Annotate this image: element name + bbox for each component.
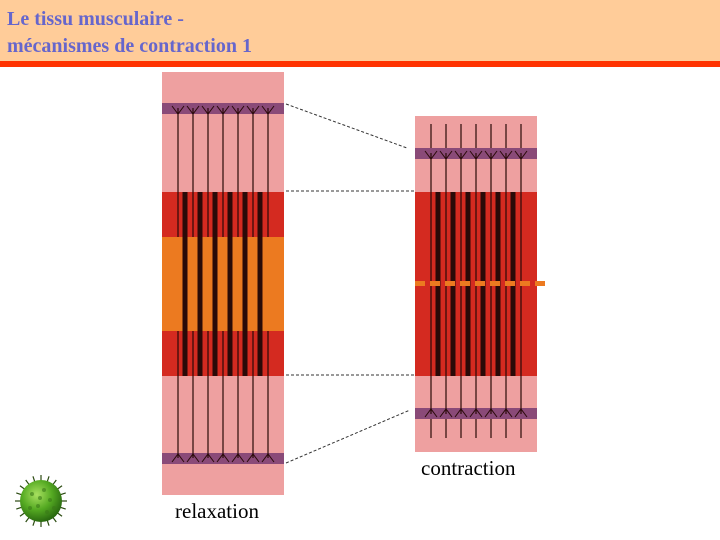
green-virus-sphere-icon <box>14 474 68 528</box>
contraction-label: contraction <box>421 456 516 480</box>
relaxed-h-zone <box>162 237 284 331</box>
h-zone-segment <box>490 281 500 286</box>
h-zone-segment <box>475 281 485 286</box>
slide-title-line1: Le tissu musculaire - <box>7 8 184 30</box>
connector-lines <box>286 104 414 463</box>
slide-title-line2: mécanismes de contraction 1 <box>7 35 252 57</box>
h-zone-segment <box>430 281 440 286</box>
relaxation-label: relaxation <box>175 499 259 523</box>
h-zone-segment <box>520 281 530 286</box>
myosin-filament <box>183 192 188 376</box>
logo-dot <box>48 498 52 502</box>
logo-dot <box>30 492 34 496</box>
logo-dot <box>45 510 49 514</box>
logo-dot <box>36 504 40 508</box>
logo-dot <box>52 506 56 510</box>
h-zone-segment <box>415 281 425 286</box>
myosin-filament <box>243 192 248 376</box>
logo-dot <box>38 496 42 500</box>
myosin-filament <box>228 192 233 376</box>
h-zone-segment <box>460 281 470 286</box>
myosin-filament <box>198 192 203 376</box>
contracted-h-zone <box>415 281 545 286</box>
contracted-sarcomere <box>415 116 545 452</box>
logo-dot <box>28 506 32 510</box>
h-zone-segment <box>505 281 515 286</box>
connector-z-disc-top <box>286 104 407 148</box>
h-zone-segment <box>535 281 545 286</box>
connector-z-disc-bottom <box>286 410 410 463</box>
relaxed-sarcomere <box>162 72 284 495</box>
myosin-filament <box>258 192 263 376</box>
myosin-filament <box>213 192 218 376</box>
h-zone-segment <box>445 281 455 286</box>
logo-dot <box>42 488 46 492</box>
